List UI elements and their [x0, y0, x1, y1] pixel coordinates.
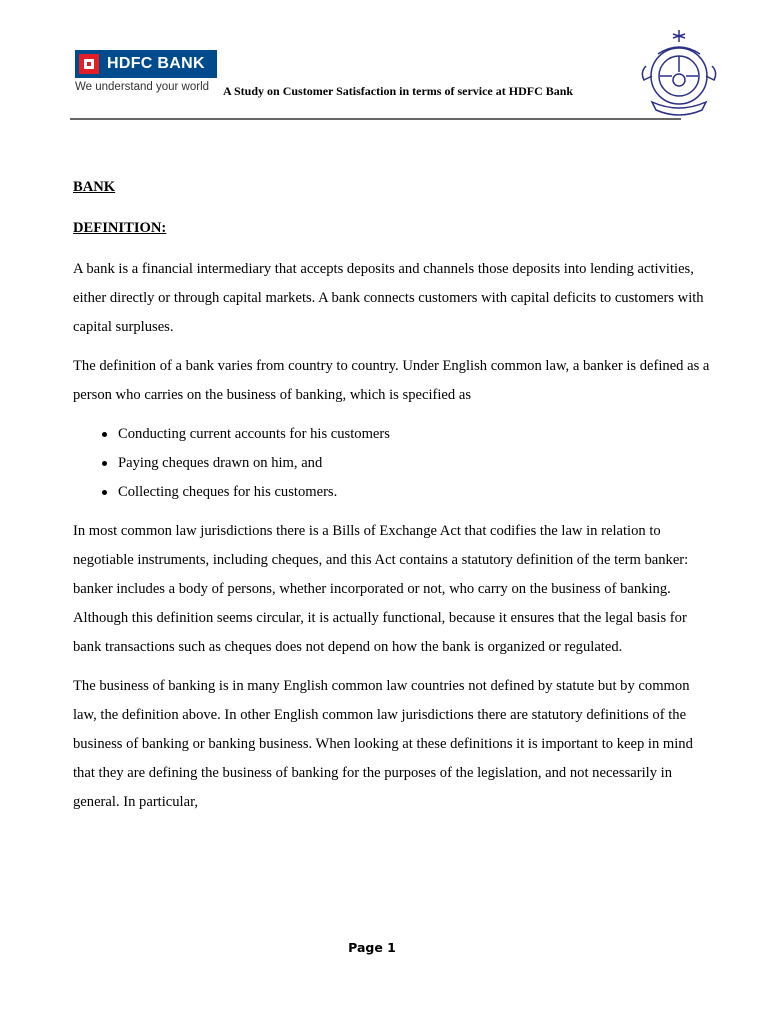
- section-heading: BANK: [73, 179, 116, 195]
- institution-seal-icon: [638, 28, 720, 118]
- bullet-list: [73, 420, 713, 507]
- document-header-title: A Study on Customer Satisfaction in terms of service at HDFC Bank: [223, 84, 574, 98]
- logo-text: HDFC BANK: [107, 55, 205, 72]
- document-body: [73, 176, 713, 827]
- paragraph: A bank is a financial intermediary that accepts deposits and channels those deposits into lending activities, either directly or through capital markets. A bank connects customers with capital deficits to customers with capital surpluses.: [73, 261, 704, 335]
- list-item: Collecting cheques for his customers.: [73, 478, 713, 507]
- paragraph: In most common law jurisdictions there is a Bills of Exchange Act that codifies the law in relation to negotiable instruments, including cheques, and this Act contains a statutory definition of the term banker: banker includes a body of persons, whether incorporated or not, who carry on the business of banking. Although this definition seems circular, it is actually functional, because it ensures that the legal basis for bank transactions such as cheques does not depend on how the bank is organized or regulated.: [73, 523, 689, 655]
- paragraph: The business of banking is in many English common law countries not defined by statute but by common law, the definition above. In other English common law jurisdictions there are statutory definitions of the business of banking or banking business. When looking at these definitions it is important to keep in mind that they are defining the business of banking for the purposes of the legislation, and not necessarily in general. In particular,: [73, 678, 693, 810]
- list-item: Conducting current accounts for his customers: [73, 420, 713, 449]
- hdfc-bank-logo: [75, 50, 217, 78]
- definition-subheading: DEFINITION:: [73, 220, 167, 236]
- hdfc-logo-mark-icon: [79, 54, 99, 74]
- list-item: Paying cheques drawn on him, and: [73, 449, 713, 478]
- logo-tagline: We understand your world: [75, 81, 210, 93]
- paragraph: The definition of a bank varies from country to country. Under English common law, a banker is defined as a person who carries on the business of banking, which is specified as: [73, 358, 710, 403]
- page-number: Page 1: [348, 940, 396, 955]
- header-divider: [70, 118, 681, 120]
